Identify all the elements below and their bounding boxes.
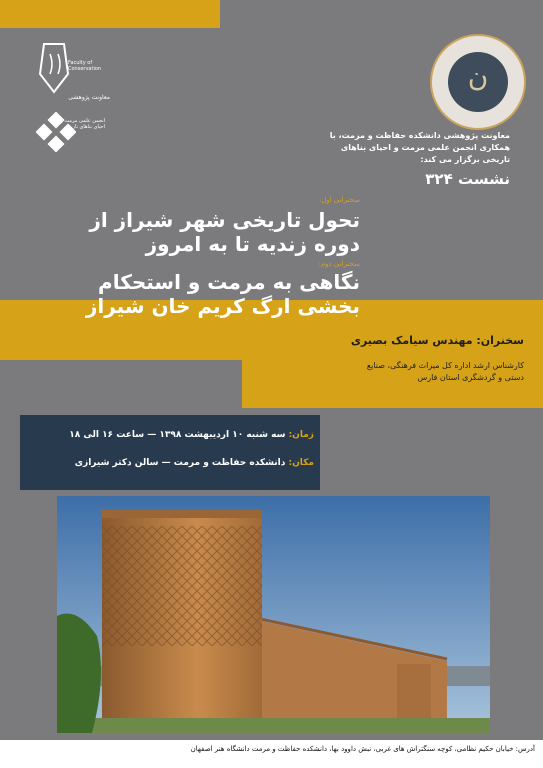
talk1-label: سخنرانی اول: [318,196,360,204]
talk2-title-line-1: نگاهی به مرمت و استحکام [98,270,360,294]
speaker-desc-line-1: کارشناس ارشد اداره کل میراث فرهنگی، صنایع [366,361,524,370]
talk2-label: سخنرانی دوم: [318,260,360,268]
speaker-title: سخنران: مهندس سیامک بصیری [350,334,524,347]
fortress-photo [57,496,490,733]
faculty-logo-caption: Faculty of Conservation [68,60,102,72]
decor-gold-band-top [0,0,220,28]
speaker-desc-line-2: دستی و گردشگری استان فارس [417,373,524,382]
address-text: آدرس: خیابان حکیم نظامی، کوچه سنگتراش های غربی، نبش داوود بها، دانشکده حفاظت و مرمت دانشگاه هنر اصفهان [190,745,535,753]
event-place-label: مکان: [288,458,314,468]
talk1-title [40,208,360,256]
intro-line-3: تاریخی برگزار می کند: [420,155,510,164]
talk2-title-line-2: بخشی ارگ کریم خان شیراز [85,294,360,318]
event-time-value: سه شنبه ۱۰ اردیبهشت ۱۳۹۸ — ساعت ۱۶ الی ۱۸ [69,430,286,440]
intro-line-2: همکاری انجمن علمی مرمت و احیای بناهای [340,143,510,152]
speaker-description [250,360,524,384]
faculty-logo-subcaption: معاونت پژوهشی [68,94,110,101]
talk2-title [40,270,360,318]
event-place [26,458,314,468]
event-time-label: زمان: [288,430,314,440]
university-emblem-icon: ن [430,34,526,130]
talk1-title-line-1: تحول تاریخی شهر شیراز از [89,208,360,232]
event-place-value: دانشکده حفاظت و مرمت — سالن دکتر شیرازی [74,458,286,468]
event-time [26,430,314,440]
session-number: نشست ۳۲۴ [425,170,510,188]
intro-line-1: معاونت پژوهشی دانشکده حفاظت و مرمت، با [329,131,510,140]
talk1-title-line-2: دوره زندیه تا به امروز [145,232,360,256]
event-box [20,415,320,490]
intro-text [210,130,510,166]
association-logo-caption: انجمن علمی مرمت و احیای بناهای تاریخی [60,118,105,130]
